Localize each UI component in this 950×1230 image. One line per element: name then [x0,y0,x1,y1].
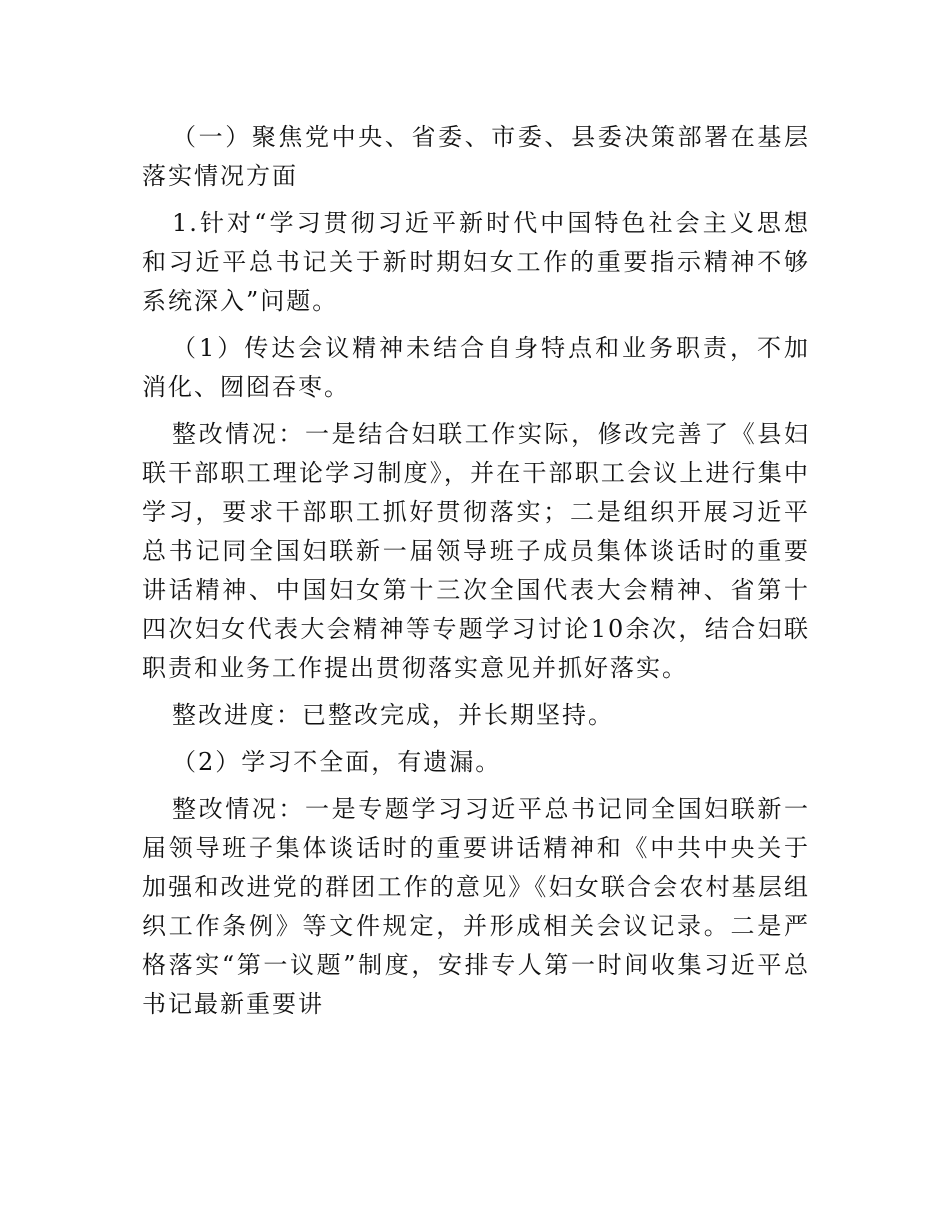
rectification-status-1: 整改情况：一是结合妇联工作实际，修改完善了《县妇联干部职工理论学习制度》，并在干部职工会议上进行集中学习，要求干部职工抓好贯彻落实；二是组织开展习近平总书记同全国妇联新一届领导班子成员集体谈话时的重要讲话精神、中国妇女第十三次全国代表大会精神、省第十四次妇女代表大会精神等专题学习讨论10余次，结合妇联职责和业务工作提出贯彻落实意见并抓好落实。 [142,420,810,682]
document-page [142,118,810,1032]
sub-issue-2: （2）学习不全面，有遗漏。 [172,748,502,776]
issue-item-1: 1.针对“学习贯彻习近平新时代中国特色社会主义思想和习近平总书记关于新时期妇女工作的重要指示精神不够系统深入”问题。 [142,209,810,315]
section-heading: （一）聚焦党中央、省委、市委、县委决策部署在基层落实情况方面 [142,123,810,190]
rectification-status-2: 整改情况：一是专题学习习近平总书记同全国妇联新一届领导班子集体谈话时的重要讲话精神和《中共中央关于加强和改进党的群团工作的意见》《妇女联合会农村基层组织工作条例》等文件规定，并形成相关会议记录。二是严格落实“第一议题”制度，安排专人第一时间收集习近平总书记最新重要讲 [142,795,810,1018]
sub-issue-1: （1）传达会议精神未结合自身特点和业务职责，不加消化、囫囵吞枣。 [142,334,810,401]
rectification-progress-1: 整改进度：已整改完成，并长期坚持。 [172,701,614,729]
